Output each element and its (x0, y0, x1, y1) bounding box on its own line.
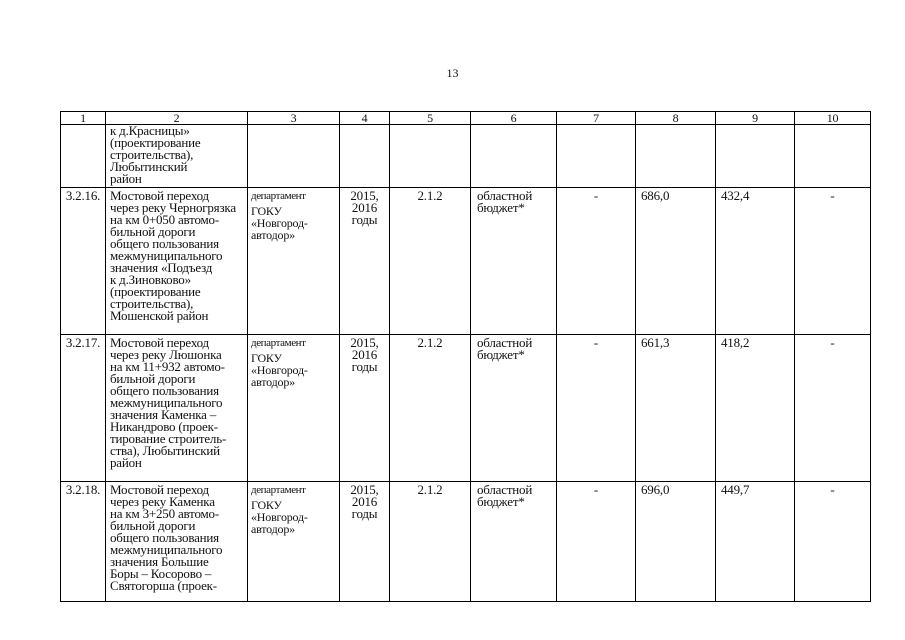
implementation-years: 2015, 2016 годы (340, 335, 390, 482)
row-number: 3.2.18. (61, 482, 106, 602)
target-indicator-code: 2.1.2 (390, 482, 471, 602)
col8-value: 661,3 (636, 335, 716, 482)
row-number: 3.2.16. (61, 188, 106, 335)
column-number: 7 (557, 112, 636, 125)
table-row-continuation (61, 125, 871, 188)
column-number: 1 (61, 112, 106, 125)
column-number: 2 (106, 112, 248, 125)
implementation-years: 2015, 2016 годы (340, 482, 390, 602)
responsible-executor: департамент ГОКУ «Новгород- автодор» (248, 482, 340, 602)
column-number: 5 (390, 112, 471, 125)
responsible-executor: департамент ГОКУ «Новгород- автодор» (248, 335, 340, 482)
target-indicator-code: 2.1.2 (390, 335, 471, 482)
item-name: Мостовой переход через реку Люшонка на км 11+932 автомо- бильной дороги общего пользования межмуниципального значения Каменка – Никандрово (проек- тирование строитель- ства), Любытинский район (106, 335, 248, 482)
item-name: Мостовой переход через реку Каменка на км 3+250 автомо- бильной дороги общего пользования межмуниципального значения Большие Боры – Косорово – Святогорша (проек- (106, 482, 248, 602)
target-indicator-code: 2.1.2 (390, 188, 471, 335)
col9-value: 418,2 (716, 335, 795, 482)
col9-value: 432,4 (716, 188, 795, 335)
funding-source: областной бюджет* (471, 335, 557, 482)
column-number: 4 (340, 112, 390, 125)
funding-source: областной бюджет* (471, 188, 557, 335)
item-name: к д.Красницы» (проектирование строительства), Любытинский район (106, 125, 248, 188)
col10-value: - (795, 188, 871, 335)
page-number: 13 (446, 66, 459, 80)
column-number: 6 (471, 112, 557, 125)
implementation-years: 2015, 2016 годы (340, 188, 390, 335)
col10-value: - (795, 335, 871, 482)
column-number: 8 (636, 112, 716, 125)
column-number: 3 (248, 112, 340, 125)
responsible-executor: департамент ГОКУ «Новгород- автодор» (248, 188, 340, 335)
column-number: 10 (795, 112, 871, 125)
col7-value: - (557, 482, 636, 602)
item-name: Мостовой переход через реку Черногрязка на км 0+050 автомо- бильной дороги общего пользования межмуниципального значения «Подъезд к д.Зиновково» (проектирование строительства), Мошенской район (106, 188, 248, 335)
col9-value: 449,7 (716, 482, 795, 602)
col8-value: 686,0 (636, 188, 716, 335)
row-number: 3.2.17. (61, 335, 106, 482)
program-table (60, 111, 871, 602)
column-number: 9 (716, 112, 795, 125)
table-row (61, 482, 871, 602)
funding-source: областной бюджет* (471, 482, 557, 602)
table-row (61, 335, 871, 482)
col10-value: - (795, 482, 871, 602)
col7-value: - (557, 335, 636, 482)
col8-value: 696,0 (636, 482, 716, 602)
table-row (61, 188, 871, 335)
col7-value: - (557, 188, 636, 335)
